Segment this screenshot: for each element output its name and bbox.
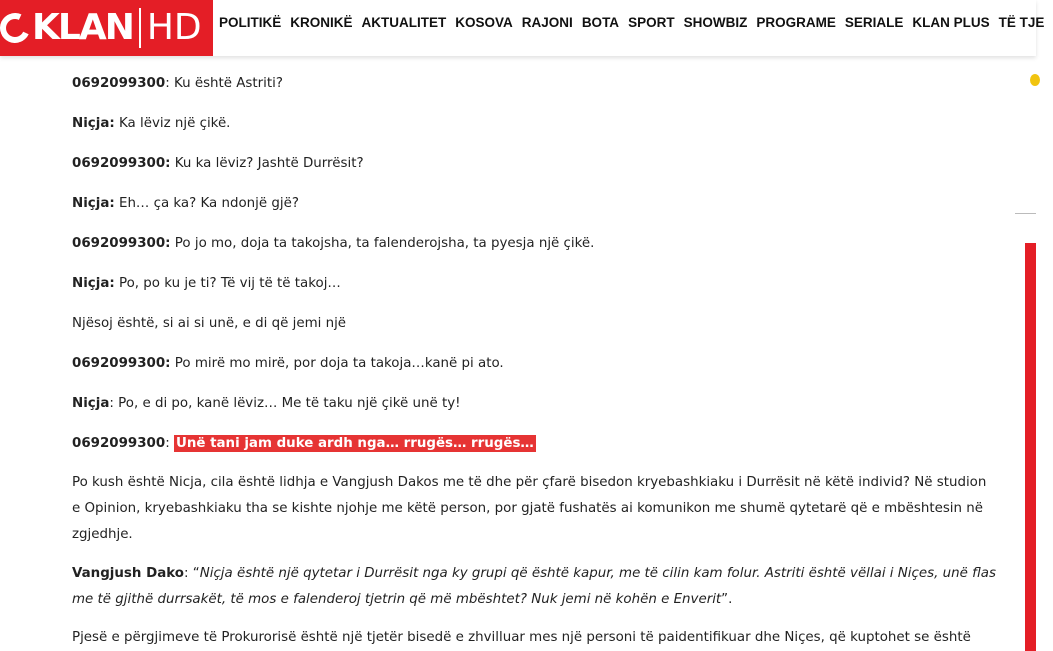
logo-text: KLAN (32, 7, 133, 48)
nav-item-seriale[interactable]: SERIALE (844, 14, 904, 30)
quote-paragraph (72, 561, 997, 613)
logo-divider (139, 8, 141, 48)
speaker-name: 0692099300: (72, 236, 171, 251)
article-paragraph: Pjesë e përgjimeve të Prokurorisë është një tjetër bisedë e zhvilluar mes një personi të paidentifikuar dhe Niçes, që kuptohet se është (72, 630, 971, 645)
dialogue-text: Ku është Astriti? (173, 76, 283, 91)
dialogue-line (72, 74, 283, 94)
speaker-name: 0692099300: (72, 356, 171, 371)
speaker-name: 0692099300: (72, 156, 171, 171)
nav-item-bota[interactable]: BOTA (581, 14, 620, 30)
dialogue-line (72, 234, 594, 254)
speaker-separator: : (109, 396, 119, 411)
dialogue-line (72, 154, 364, 174)
nav-item-te-tjera[interactable]: TË TJE (998, 14, 1045, 30)
sidebar-marker-icon (1030, 74, 1040, 86)
site-header (0, 0, 1045, 56)
nav-item-politike[interactable]: POLITIKË (219, 14, 282, 30)
nav-item-kosova[interactable]: KOSOVA (455, 14, 513, 30)
klan-hd-logo[interactable] (0, 0, 213, 56)
speaker-name: Niçja: (72, 116, 115, 131)
speaker-name: Niçja (72, 396, 110, 411)
highlighted-dialogue-line (72, 434, 536, 454)
klan-logo-mark-icon (0, 9, 34, 47)
main-nav (219, 0, 1053, 44)
dialogue-line (72, 114, 230, 134)
speaker-separator: : (165, 436, 174, 451)
nav-item-aktualitet[interactable]: AKTUALITET (361, 14, 447, 30)
dialogue-line (72, 274, 341, 294)
nav-item-kronike[interactable]: KRONIKË (290, 14, 353, 30)
quote-speaker: Vangjush Dako (72, 566, 184, 581)
quote-text: Niçja është një qytetar i Durrësit nga ky grupi që është kapur, me të cilin kam folur. Astriti është vëllai i Niçes, unë flas me të gjithë durrsakët, të mos e falenderoj tjetrin që më mbështet? Nuk jemi në kohën e Enverit (72, 566, 996, 607)
speaker-name: Niçja: (72, 276, 115, 291)
dialogue-line (72, 394, 461, 414)
dialogue-line (72, 354, 504, 374)
sidebar-divider (1015, 213, 1036, 214)
nav-item-klan-plus[interactable]: KLAN PLUS (912, 14, 990, 30)
nav-item-programe[interactable]: PROGRAME (756, 14, 836, 30)
dialogue-text: Po jo mo, doja ta takojsha, ta falenderojsha, ta pyesja një çikë. (174, 236, 595, 251)
speaker-name: 0692099300 (72, 436, 166, 451)
speaker-name: 0692099300 (72, 76, 166, 91)
dialogue-text: Po, po ku je ti? Të vij të të takoj… (118, 276, 341, 291)
dialogue-text: Po mirë mo mirë, por doja ta takoja…kanë pi ato. (174, 356, 504, 371)
dialogue-text: Njësoj është, si ai si unë, e di që jemi një (72, 316, 347, 331)
dialogue-text: Ku ka lëviz? Jashtë Durrësit? (174, 156, 364, 171)
logo-hd: HD (146, 7, 202, 48)
quote-close: ”. (721, 592, 733, 607)
nav-item-sport[interactable]: SPORT (628, 14, 675, 30)
nav-item-showbiz[interactable]: SHOWBIZ (683, 14, 748, 30)
dialogue-line (72, 194, 299, 214)
dialogue-text: Ka lëviz një çikë. (118, 116, 231, 131)
speaker-name: Niçja: (72, 196, 115, 211)
quote-open: : “ (183, 566, 200, 581)
dialogue-text: Po, e di po, kanë lëviz… Me të taku një çikë unë ty! (118, 396, 461, 411)
sidebar-red-panel (1025, 243, 1036, 651)
nav-item-rajoni[interactable]: RAJONI (521, 14, 573, 30)
article-paragraph: Po kush është Nicja, cila është lidhja e Vangjush Dakos me të dhe për çfarë bisedon kryebashkiaku i Durrësit në këtë individ? Në studion e Opinion, kryebashkiaku tha se kishte njohje me këtë person, por gjatë fushatës ai komunikon me shumë qytetarë që e mbështesin në zgjedhje. (72, 475, 987, 542)
dialogue-text: Eh… ça ka? Ka ndonjë gjë? (118, 196, 299, 211)
dialogue-line (72, 314, 346, 334)
highlighted-text: Unë tani jam duke ardh nga… rrugës… rrugës… (175, 436, 534, 451)
speaker-separator: : (165, 76, 174, 91)
